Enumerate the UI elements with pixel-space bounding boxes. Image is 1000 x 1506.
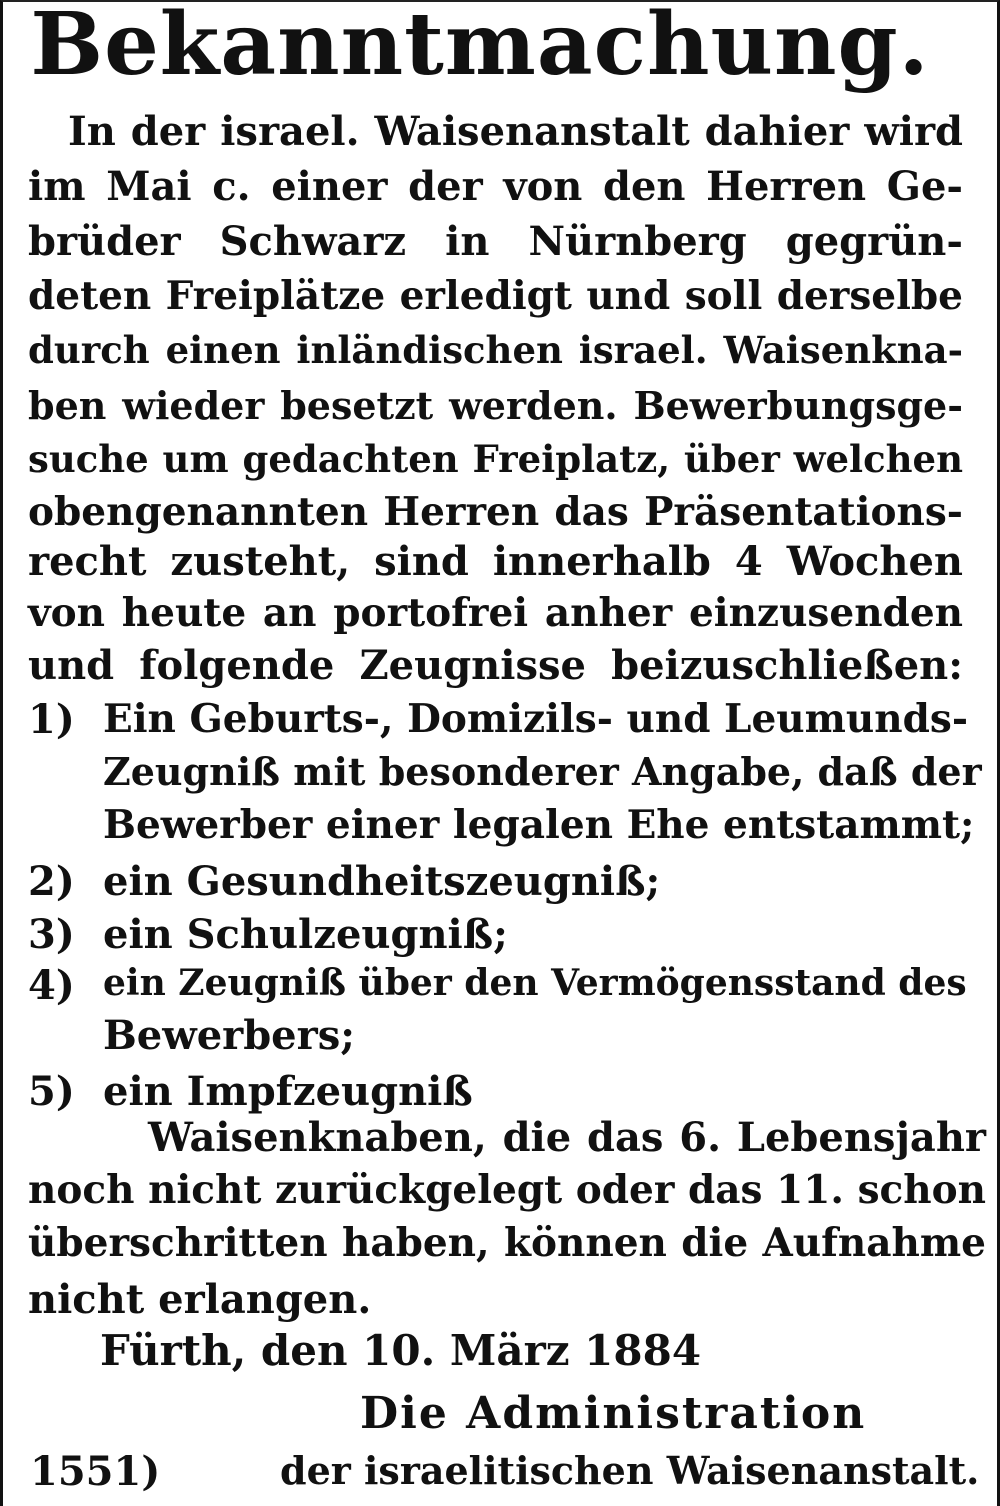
paragraph2-line-4: nicht erlangen. (28, 1276, 372, 1323)
list-item-4-number: 4) (28, 962, 75, 1009)
list-item-1-line-3: Bewerber einer legalen Ehe entstammt; (103, 802, 975, 848)
paragraph1-line-5: durch einen inländischen israel. Waisenkna- (28, 328, 963, 372)
reference-number: 1551) (30, 1448, 161, 1495)
paragraph1-line-11: und folgende Zeugnisse beizuschließen: (28, 642, 963, 689)
paragraph1-line-6: ben wieder besetzt werden. Bewerbungsge- (28, 383, 963, 428)
list-item-5-number: 5) (28, 1068, 75, 1115)
signature-institution: der israelitischen Waisenanstalt. (280, 1448, 980, 1493)
list-item-1-line-2: Zeugniß mit besonderer Angabe, daß der (103, 749, 982, 794)
list-item-1-number: 1) (28, 696, 75, 743)
paragraph1-line-3: brüder Schwarz in Nürnberg gegrün- (28, 218, 963, 265)
list-item-2-number: 2) (28, 858, 75, 905)
paragraph2-line-2: noch nicht zurückgelegt oder das 11. schon (28, 1167, 986, 1213)
list-item-4-line-1: ein Zeugniß über den Vermögensstand des (103, 962, 967, 1004)
list-item-5-line-1: ein Impfzeugniß (103, 1068, 473, 1115)
paragraph1-line-7: suche um gedachten Freiplatz, über welchen (28, 437, 963, 481)
signature-administration: Die Administration (360, 1388, 867, 1439)
paragraph1-line-10: von heute an portofrei anher einzusenden (28, 590, 963, 636)
paragraph1-line-8: obengenannten Herren das Präsentations- (28, 489, 963, 535)
paragraph1-line-1: In der israel. Waisenanstalt dahier wird (68, 108, 963, 155)
paragraph2-line-1: Waisenknaben, die das 6. Lebensjahr (148, 1114, 986, 1161)
list-item-3-line-1: ein Schulzeugniß; (103, 911, 508, 958)
notice-title: Bekanntmachung. (30, 0, 930, 95)
paragraph1-line-4: deten Freiplätze erledigt und soll derselbe (28, 273, 963, 319)
paragraph1-line-9: recht zusteht, sind innerhalb 4 Wochen (28, 538, 963, 585)
paragraph1-line-2: im Mai c. einer der von den Herren Ge- (28, 163, 963, 210)
date-line: Fürth, den 10. März 1884 (100, 1326, 702, 1375)
list-item-3-number: 3) (28, 911, 75, 958)
list-item-2-line-1: ein Gesundheitszeugniß; (103, 858, 661, 905)
paragraph2-line-3: überschritten haben, können die Aufnahme (28, 1220, 986, 1266)
list-item-1-line-1: Ein Geburts-, Domizils- und Leumunds- (103, 696, 969, 742)
list-item-4-line-2: Bewerbers; (103, 1012, 355, 1059)
